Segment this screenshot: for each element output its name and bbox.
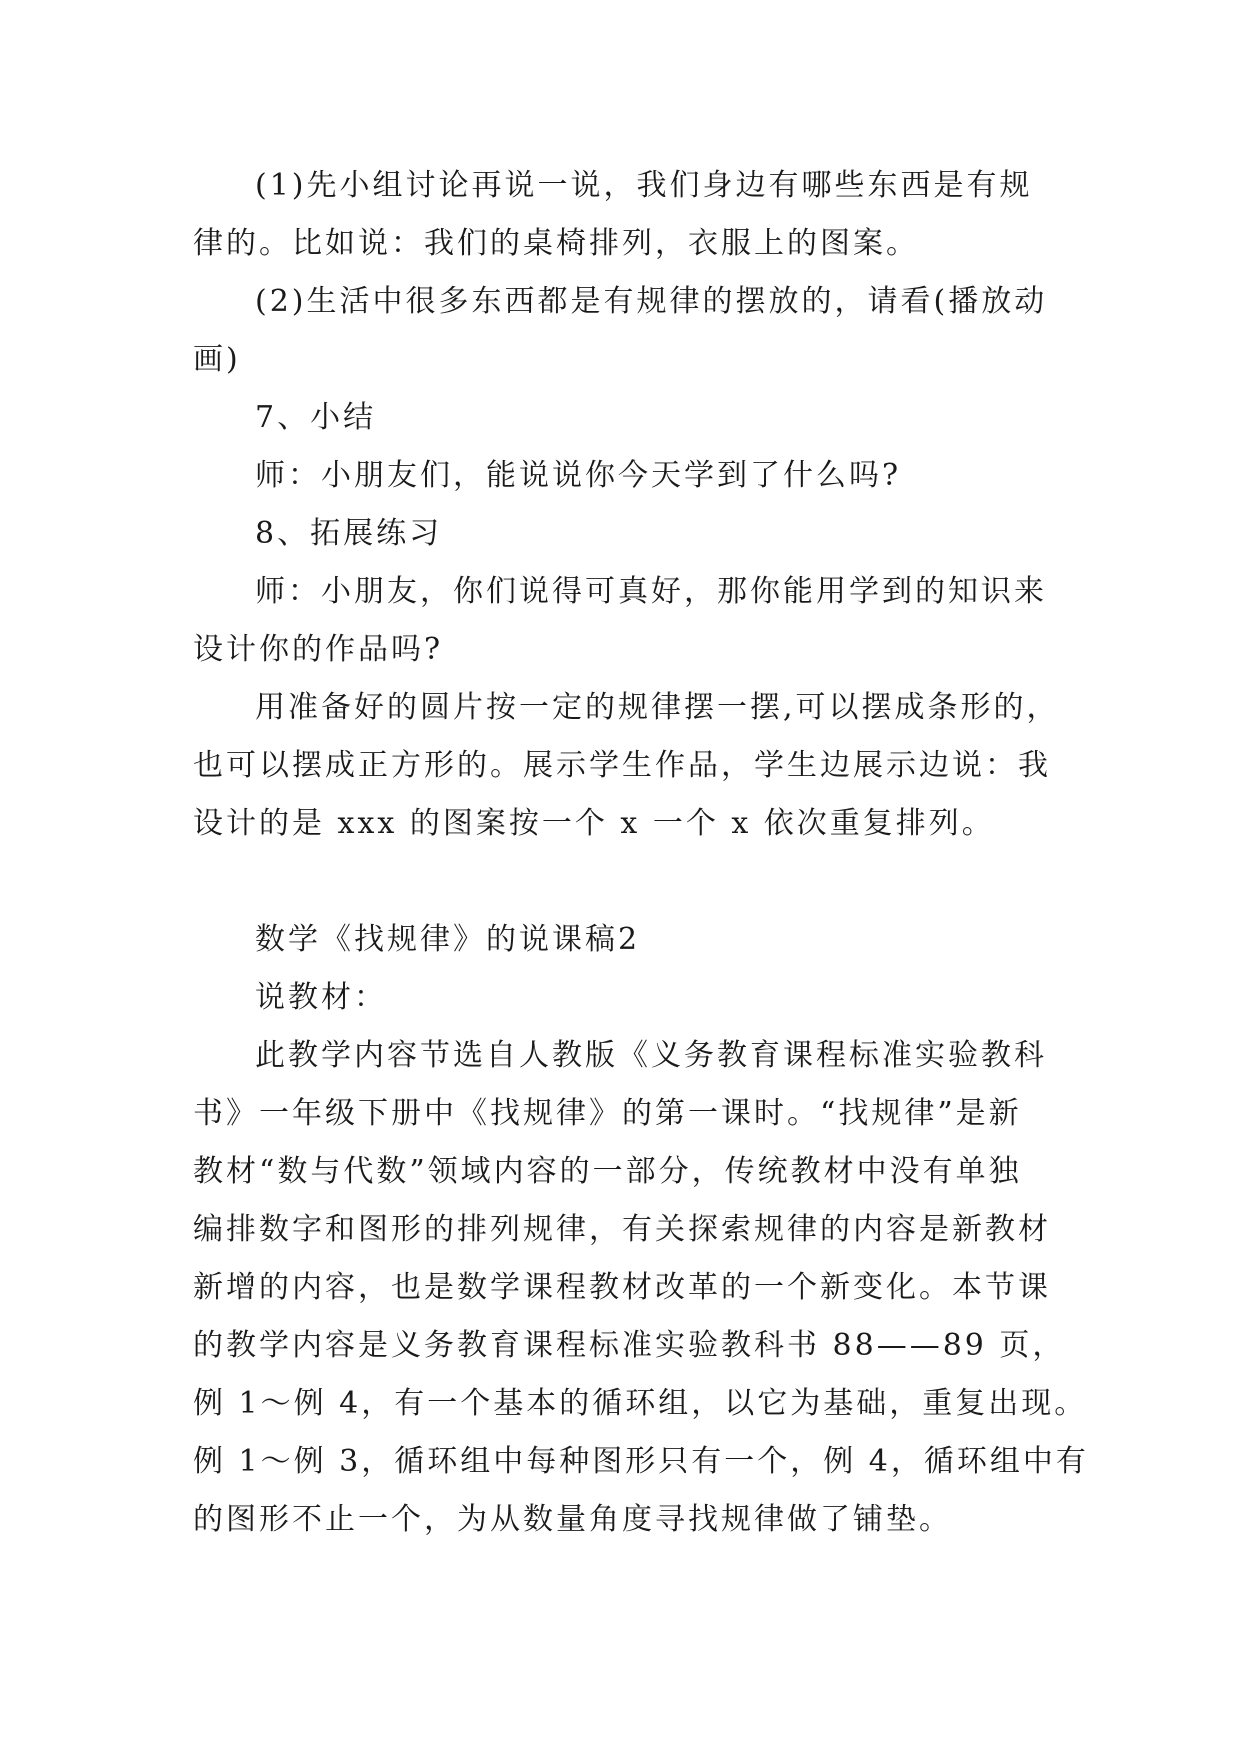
paragraph-line: (2)生活中很多东西都是有规律的摆放的，请看(播放动 [255, 284, 1048, 319]
paragraph-line: 师：小朋友们，能说说你今天学到了什么吗? [255, 458, 902, 493]
paragraph-line: 也可以摆成正方形的。展示学生作品，学生边展示边说：我 [193, 748, 1051, 783]
section-heading: 8、拓展练习 [255, 516, 443, 551]
paragraph-line: 编排数字和图形的排列规律，有关探索规律的内容是新教材 [193, 1212, 1051, 1247]
paragraph-line: (1)先小组讨论再说一说，我们身边有哪些东西是有规 [255, 168, 1033, 203]
paragraph-line: 书》一年级下册中《找规律》的第一课时。“找规律”是新 [193, 1096, 1022, 1131]
paragraph-line: 教材“数与代数”领域内容的一部分，传统教材中没有单独 [193, 1154, 1022, 1189]
paragraph-line: 律的。比如说：我们的桌椅排列，衣服上的图案。 [193, 226, 919, 261]
paragraph-line: 用准备好的圆片按一定的规律摆一摆,可以摆成条形的， [255, 690, 1060, 725]
section-heading: 7、小结 [255, 400, 377, 435]
paragraph-line: 例 1～例 4，有一个基本的循环组，以它为基础，重复出现。 [193, 1386, 1088, 1421]
paragraph-line: 设计你的作品吗? [193, 632, 444, 667]
paragraph-line: 例 1～例 3，循环组中每种图形只有一个，例 4，循环组中有 [193, 1444, 1089, 1479]
paragraph-line: 新增的内容，也是数学课程教材改革的一个新变化。本节课 [193, 1270, 1051, 1305]
document-title: 数学《找规律》的说课稿2 [255, 922, 641, 957]
subheading: 说教材： [255, 980, 387, 1015]
paragraph-line: 此教学内容节选自人教版《义务教育课程标准实验教科 [255, 1038, 1047, 1073]
paragraph-line: 画) [193, 342, 241, 377]
paragraph-line: 的教学内容是义务教育课程标准实验教科书 88——89 页， [193, 1328, 1066, 1363]
paragraph-line: 设计的是 xxx 的图案按一个 x 一个 x 依次重复排列。 [193, 806, 995, 841]
paragraph-line: 的图形不止一个，为从数量角度寻找规律做了铺垫。 [193, 1502, 952, 1537]
paragraph-line: 师：小朋友，你们说得可真好，那你能用学到的知识来 [255, 574, 1047, 609]
